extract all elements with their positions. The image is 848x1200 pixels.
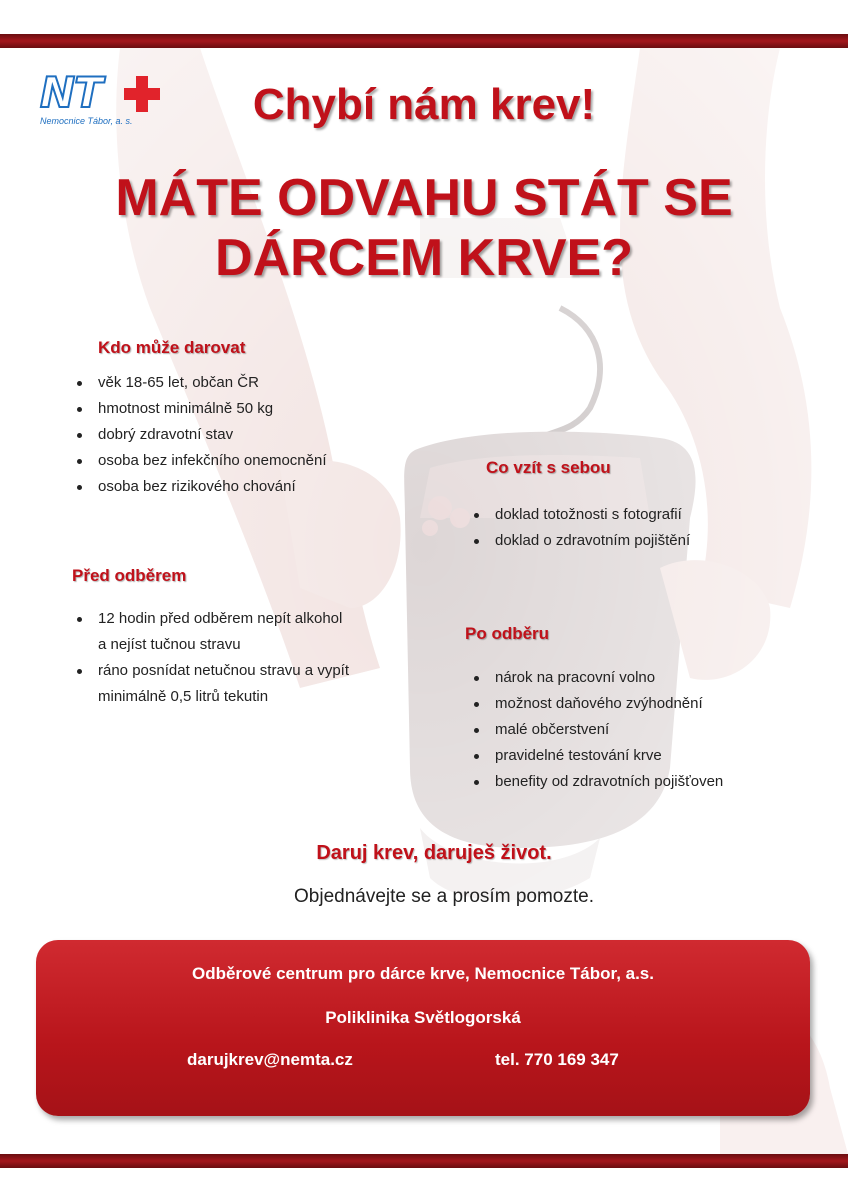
list-item: pravidelné testování krve (469, 743, 799, 769)
headline-main: Chybí nám krev! (252, 80, 596, 129)
contact-location: Poliklinika Světlogorská (325, 1008, 521, 1027)
list-item: hmotnost minimálně 50 kg (72, 396, 402, 422)
list-item: možnost daňového zvýhodnění (469, 691, 799, 717)
who-can-donate-list (72, 370, 402, 500)
before-donation-list (72, 606, 412, 710)
top-border-bar (0, 34, 848, 48)
bottom-border-bar (0, 1154, 848, 1168)
what-to-bring-list (469, 502, 789, 554)
list-item: věk 18-65 let, občan ČR (72, 370, 402, 396)
section-title-who-can-donate: Kdo může darovat (98, 338, 246, 357)
list-item (72, 606, 412, 658)
section-title-what-to-bring: Co vzít s sebou (486, 458, 611, 477)
appeal-text: Objednávejte se a prosím pomozte. (294, 886, 594, 907)
logo-subtitle: Nemocnice Tábor, a. s. (40, 116, 133, 126)
list-item: dobrý zdravotní stav (72, 422, 402, 448)
list-item: benefity od zdravotních pojišťoven (469, 769, 799, 795)
list-item-line: ráno posnídat netučnou stravu a vypít (98, 662, 349, 679)
list-item: osoba bez rizikového chování (72, 474, 402, 500)
after-donation-list (469, 665, 799, 795)
headline-question-line1: MÁTE ODVAHU STÁT SE (115, 169, 733, 227)
section-title-after-donation: Po odběru (465, 624, 550, 643)
list-item: doklad totožnosti s fotografií (469, 502, 789, 528)
contact-box (36, 940, 810, 1116)
headline-question (0, 168, 848, 288)
contact-phone[interactable]: tel. 770 169 347 (495, 1050, 619, 1069)
list-item: nárok na pracovní volno (469, 665, 799, 691)
slogan: Daruj krev, daruješ život. (316, 842, 552, 864)
contact-center-name: Odběrové centrum pro dárce krve, Nemocnice Tábor, a.s. (191, 964, 654, 983)
list-item-line: minimálně 0,5 litrů tekutin (98, 688, 269, 705)
list-item-line: a nejíst tučnou stravu (98, 636, 241, 653)
list-item: malé občerstvení (469, 717, 799, 743)
headline-question-line2: DÁRCEM KRVE? (215, 229, 633, 287)
section-title-before-donation: Před odběrem (72, 566, 187, 585)
list-item (72, 658, 412, 710)
logo-mark: NT (40, 68, 102, 117)
list-item-line: 12 hodin před odběrem nepít alkohol (98, 610, 343, 627)
contact-email[interactable]: darujkrev@nemta.cz (187, 1050, 353, 1069)
list-item: osoba bez infekčního onemocnění (72, 448, 402, 474)
list-item: doklad o zdravotním pojištění (469, 528, 789, 554)
